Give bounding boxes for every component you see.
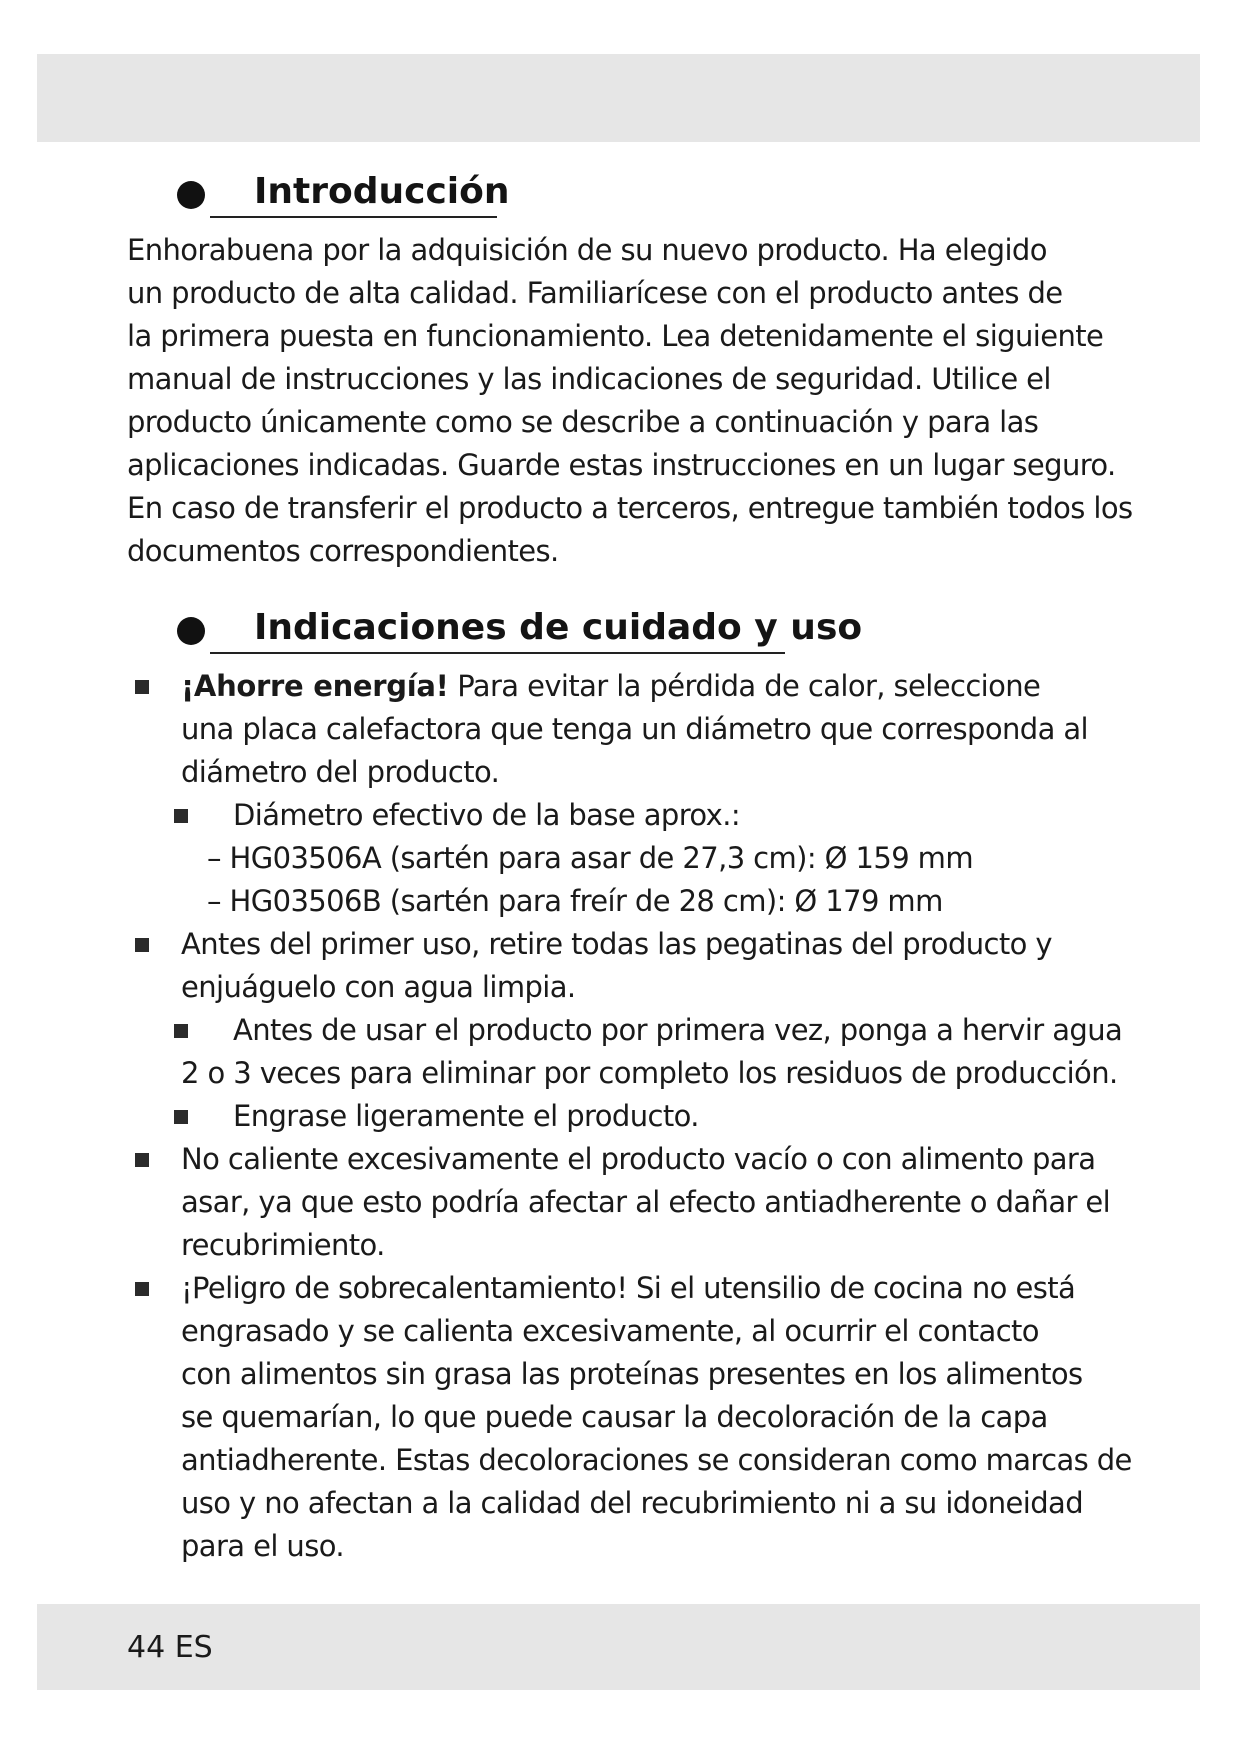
bullet-text: para el uso. bbox=[181, 1529, 344, 1563]
text-line: producto únicamente como se describe a continuación y para las bbox=[127, 405, 1039, 439]
square-bullet-icon bbox=[135, 938, 149, 952]
heading-underline bbox=[210, 216, 497, 218]
page-number: 44 ES bbox=[127, 1630, 213, 1665]
section-heading-intro bbox=[177, 170, 537, 220]
sub-bullet-text: 2 o 3 veces para eliminar por completo los residuos de producción. bbox=[181, 1056, 1118, 1090]
text-line: manual de instrucciones y las indicaciones de seguridad. Utilice el bbox=[127, 362, 1051, 396]
bullet-text: ¡Peligro de sobrecalentamiento! Si el utensilio de cocina no está bbox=[181, 1271, 1076, 1305]
bullet-text: con alimentos sin grasa las proteínas presentes en los alimentos bbox=[181, 1357, 1083, 1391]
square-bullet-icon bbox=[174, 1024, 188, 1038]
bullet-text: uso y no afectan a la calidad del recubrimiento ni a su idoneidad bbox=[181, 1486, 1083, 1520]
bullet-energy-line bbox=[181, 665, 1040, 708]
text-line: Enhorabuena por la adquisición de su nuevo producto. Ha elegido bbox=[127, 233, 1047, 267]
heading-underline bbox=[210, 652, 785, 654]
bullet-text: asar, ya que esto podría afectar al efecto antiadherente o dañar el bbox=[181, 1185, 1111, 1219]
bullet-dot-icon bbox=[177, 181, 205, 209]
square-bullet-icon bbox=[135, 1282, 149, 1296]
bullet-text: una placa calefactora que tenga un diámetro que corresponda al bbox=[181, 712, 1088, 746]
heading-title: Indicaciones de cuidado y uso bbox=[254, 607, 863, 648]
text-line: En caso de transferir el producto a terceros, entregue también todos los bbox=[127, 491, 1133, 525]
heading-title: Introducción bbox=[254, 171, 510, 212]
square-bullet-icon bbox=[174, 809, 188, 823]
square-bullet-icon bbox=[135, 680, 149, 694]
bullet-text: engrasado y se calienta excesivamente, al ocurrir el contacto bbox=[181, 1314, 1039, 1348]
bullet-text: Antes del primer uso, retire todas las pegatinas del producto y bbox=[181, 927, 1052, 961]
square-bullet-icon bbox=[135, 1153, 149, 1167]
header-band bbox=[37, 54, 1200, 142]
square-bullet-icon bbox=[174, 1110, 188, 1124]
bullet-text: enjuáguelo con agua limpia. bbox=[181, 970, 576, 1004]
sub-bullet-text: Diámetro efectivo de la base aprox.: bbox=[233, 798, 740, 832]
text-line: documentos correspondientes. bbox=[127, 534, 559, 568]
section-heading-care bbox=[177, 606, 863, 656]
dash-item: – HG03506B (sartén para freír de 28 cm): Ø 179 mm bbox=[207, 884, 943, 918]
bullet-text: Para evitar la pérdida de calor, seleccione bbox=[448, 669, 1041, 703]
bullet-text: antiadherente. Estas decoloraciones se consideran como marcas de bbox=[181, 1443, 1132, 1477]
bullet-text: se quemarían, lo que puede causar la decoloración de la capa bbox=[181, 1400, 1048, 1434]
emphasis-text: ¡Ahorre energía! bbox=[181, 669, 449, 703]
bullet-text: recubrimiento. bbox=[181, 1228, 385, 1262]
bullet-dot-icon bbox=[177, 617, 205, 645]
sub-bullet-text: Antes de usar el producto por primera vez, ponga a hervir agua bbox=[233, 1013, 1123, 1047]
bullet-text: No caliente excesivamente el producto vacío o con alimento para bbox=[181, 1142, 1096, 1176]
text-line: la primera puesta en funcionamiento. Lea detenidamente el siguiente bbox=[127, 319, 1104, 353]
bullet-text: diámetro del producto. bbox=[181, 755, 500, 789]
dash-item: – HG03506A (sartén para asar de 27,3 cm): Ø 159 mm bbox=[207, 841, 973, 875]
sub-bullet-text: Engrase ligeramente el producto. bbox=[233, 1099, 699, 1133]
text-line: un producto de alta calidad. Familiarícese con el producto antes de bbox=[127, 276, 1063, 310]
intro-paragraph bbox=[127, 229, 1137, 573]
text-line: aplicaciones indicadas. Guarde estas instrucciones en un lugar seguro. bbox=[127, 448, 1116, 482]
